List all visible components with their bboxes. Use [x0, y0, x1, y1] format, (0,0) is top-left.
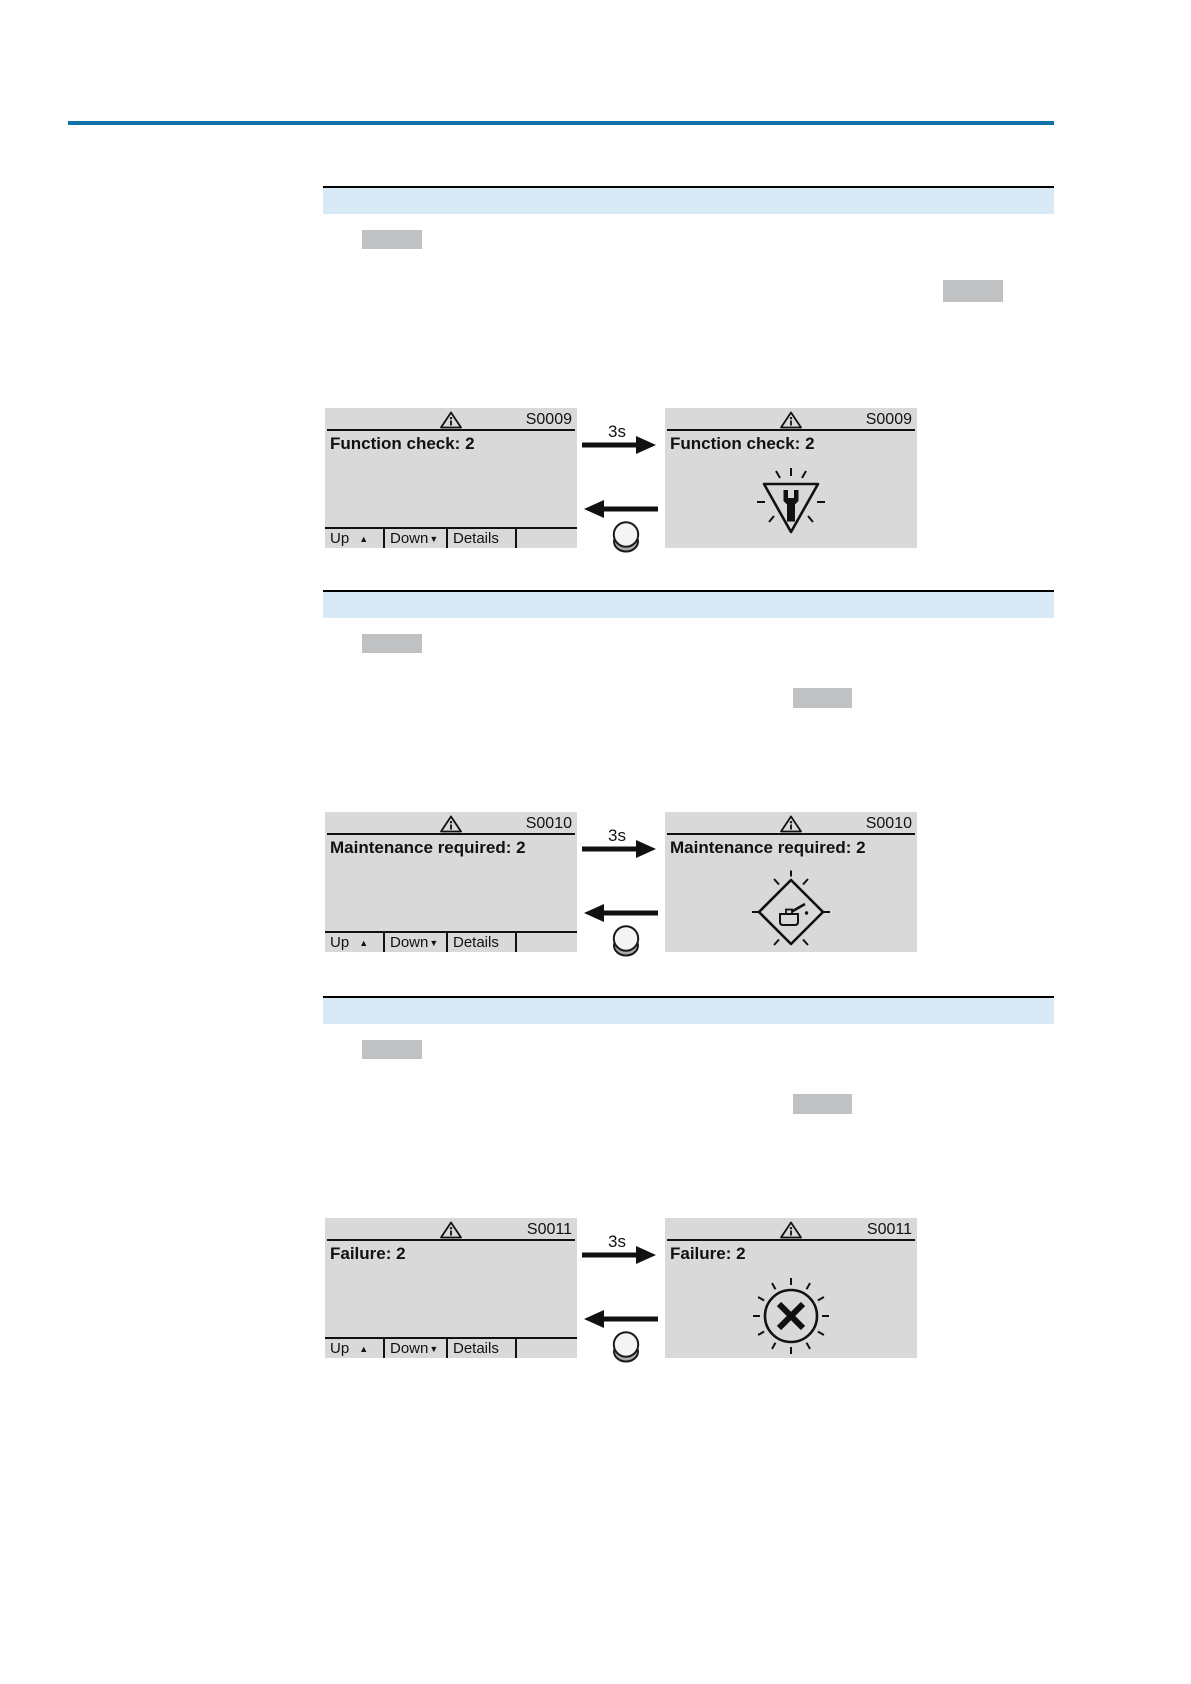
warning-triangle-icon [440, 411, 462, 429]
arrow-left-icon [580, 1309, 660, 1329]
softkey-up [325, 933, 385, 952]
up-arrow-glyph: ▲ [359, 937, 369, 948]
diagnostic-title: Maintenance required: 2 [330, 838, 526, 857]
diagnostic-title: Function check: 2 [670, 434, 815, 453]
softkey-down [385, 1339, 448, 1358]
softkey-empty [517, 933, 577, 952]
up-arrow-glyph: ▲ [359, 533, 369, 544]
softkey-details [448, 933, 517, 952]
softkey-down [385, 529, 448, 548]
device-display-list-view [325, 408, 577, 548]
softkey-details-label: Details [453, 934, 499, 951]
diagnostic-title: Failure: 2 [330, 1244, 406, 1263]
pushbutton-icon [609, 520, 643, 554]
display-header-rule [667, 833, 915, 835]
softkey-empty [517, 529, 577, 548]
section-maintenance-required [0, 590, 1191, 990]
warning-triangle-icon [780, 815, 802, 833]
section-function-check [0, 186, 1191, 586]
pushbutton-icon [609, 1330, 643, 1364]
device-display-symbol-view [665, 1218, 917, 1358]
softkey-up [325, 1339, 385, 1358]
arrow-right-icon [580, 435, 660, 455]
redacted-label [793, 688, 852, 708]
down-arrow-glyph: ▼ [429, 1343, 439, 1354]
section-failure [0, 996, 1191, 1396]
transition-time-label: 3s [608, 826, 626, 845]
transition-time-label: 3s [608, 422, 626, 441]
softkey-down-label: Down [390, 1340, 429, 1357]
up-arrow-glyph: ▲ [359, 1343, 369, 1354]
softkey-details [448, 529, 517, 548]
softkey-bar [325, 1337, 577, 1358]
softkey-empty [517, 1339, 577, 1358]
redacted-label [362, 230, 422, 249]
arrow-left-icon [580, 903, 660, 923]
softkey-down [385, 933, 448, 952]
softkey-details-label: Details [453, 1340, 499, 1357]
diagnostic-title: Failure: 2 [670, 1244, 746, 1263]
diagnostic-code: S0010 [525, 815, 572, 832]
softkey-bar [325, 931, 577, 952]
down-arrow-glyph: ▼ [429, 937, 439, 948]
softkey-bar [325, 527, 577, 548]
device-display-symbol-view [665, 408, 917, 548]
softkey-down-label: Down [390, 934, 429, 951]
down-arrow-glyph: ▼ [429, 533, 439, 544]
diagnostic-code: S0009 [865, 411, 912, 428]
softkey-up [325, 529, 385, 548]
display-header-rule [327, 429, 575, 431]
display-header-rule [327, 1239, 575, 1241]
redacted-label [362, 1040, 422, 1059]
softkey-down-label: Down [390, 530, 429, 547]
transition-time-label: 3s [608, 1232, 626, 1251]
display-header-rule [667, 1239, 915, 1241]
top-divider-rule [68, 121, 1054, 125]
diagnostic-code: S0009 [525, 411, 572, 428]
pushbutton-icon [609, 924, 643, 958]
diagnostic-code: S0011 [866, 1221, 912, 1238]
device-display-list-view [325, 1218, 577, 1358]
section-header-bar [323, 188, 1054, 214]
maintenance-oil-can-diamond-icon [749, 870, 833, 950]
device-display-list-view [325, 812, 577, 952]
softkey-details-label: Details [453, 530, 499, 547]
warning-triangle-icon [440, 1221, 462, 1239]
arrow-right-icon [580, 839, 660, 859]
softkey-up-label: Up [330, 934, 350, 951]
function-check-wrench-triangle-icon [749, 466, 833, 546]
device-display-symbol-view [665, 812, 917, 952]
diagnostic-code: S0010 [865, 815, 912, 832]
diagnostic-code: S0011 [526, 1221, 572, 1238]
softkey-up-label: Up [330, 530, 350, 547]
arrow-right-icon [580, 1245, 660, 1265]
warning-triangle-icon [780, 1221, 802, 1239]
redacted-label [362, 634, 422, 653]
section-header-bar [323, 998, 1054, 1024]
display-header-rule [667, 429, 915, 431]
arrow-left-icon [580, 499, 660, 519]
redacted-label [943, 280, 1003, 302]
softkey-details [448, 1339, 517, 1358]
failure-cross-circle-icon [749, 1276, 833, 1356]
warning-triangle-icon [440, 815, 462, 833]
section-header-bar [323, 592, 1054, 618]
redacted-label [793, 1094, 852, 1114]
softkey-up-label: Up [330, 1340, 350, 1357]
diagnostic-title: Maintenance required: 2 [670, 838, 866, 857]
warning-triangle-icon [780, 411, 802, 429]
display-header-rule [327, 833, 575, 835]
diagnostic-title: Function check: 2 [330, 434, 475, 453]
